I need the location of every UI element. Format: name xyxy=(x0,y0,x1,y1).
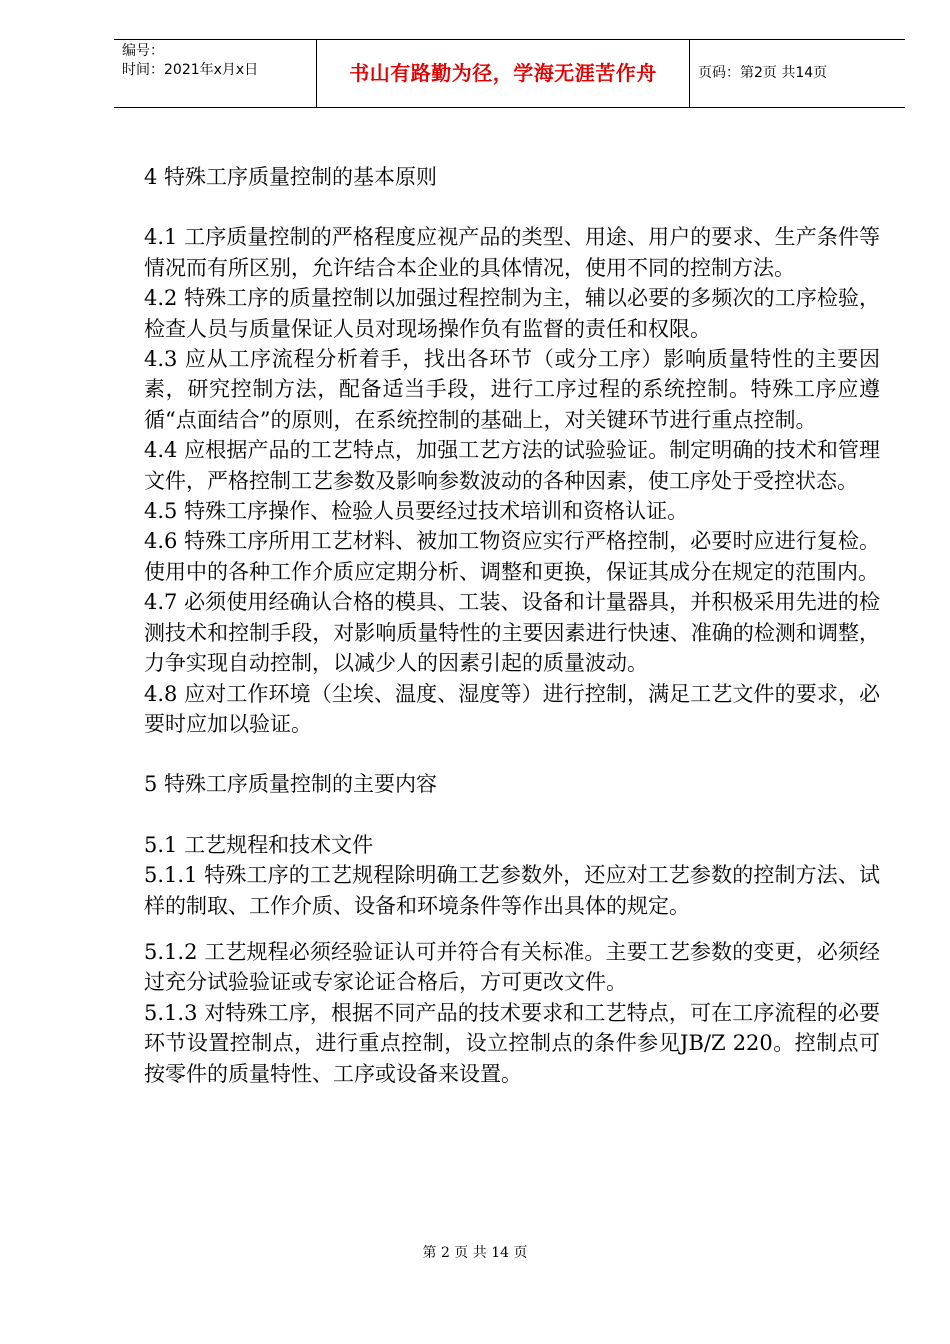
section-4-title: 4 特殊工序质量控制的基本原则 xyxy=(144,165,438,189)
document-time-label: 时间：2021年x月x日 xyxy=(122,62,259,78)
paragraph-4-4: 4.4 应根据产品的工艺特点，加强工艺方法的试验验证。制定明确的技术和管理文件，严格控制工艺参数及影响参数波动的各种因素，使工序处于受控状态。 xyxy=(144,438,880,493)
paragraph-5-1-3: 5.1.3 对特殊工序，根据不同产品的技术要求和工艺特点，可在工序流程的必要环节设置控制点，进行重点控制，设立控制点的条件参见JB/Z 220。控制点可按零件的质量特性、工序或设备来设置。 xyxy=(144,1000,880,1086)
paragraph-4-1: 4.1 工序质量控制的严格程度应视产品的类型、用途、用户的要求、生产条件等情况而有所区别，允许结合本企业的具体情况，使用不同的控制方法。 xyxy=(144,225,880,280)
paragraph-4-8: 4.8 应对工作环境（尘埃、温度、湿度等）进行控制，满足工艺文件的要求，必要时应加以验证。 xyxy=(144,681,880,736)
paragraph-4-5: 4.5 特殊工序操作、检验人员要经过技术培训和资格认证。 xyxy=(144,499,689,524)
section-5-title: 5 特殊工序质量控制的主要内容 xyxy=(144,772,438,797)
header-motto: 书山有路勤为径，学海无涯苦作舟 xyxy=(316,40,690,107)
paragraph-4-7: 4.7 必须使用经确认合格的模具、工装、设备和计量器具，并积极采用先进的检测技术和控制手段，对影响质量特性的主要因素进行快速、准确的检测和调整，力争实现自动控制，以减少人的因素引起的质量波动。 xyxy=(144,590,880,676)
paragraph-5-1-2: 5.1.2 工艺规程必须经验证认可并符合有关标准。主要工艺参数的变更，必须经过充分试验验证或专家论证合格后，方可更改文件。 xyxy=(144,939,880,995)
paragraph-4-2: 4.2 特殊工序的质量控制以加强过程控制为主，辅以必要的多频次的工序检验，检查人员与质量保证人员对现场操作负有监督的责任和权限。 xyxy=(144,286,880,341)
header-page-info: 页码：第2页 共14页 xyxy=(698,65,828,81)
document-body xyxy=(144,162,880,1089)
paragraph-4-6: 4.6 特殊工序所用工艺材料、被加工物资应实行严格控制，必要时应进行复检。使用中的各种工作介质应定期分析、调整和更换，保证其成分在规定的范围内。 xyxy=(144,529,880,584)
paragraph-5-1: 5.1 工艺规程和技术文件 xyxy=(144,832,374,857)
paragraph-4-3: 4.3 应从工序流程分析着手，找出各环节（或分工序）影响质量特性的主要因素，研究控制方法，配备适当手段，进行工序过程的系统控制。特殊工序应遵循“点面结合”的原则，在系统控制的基础上，对关键环节进行重点控制。 xyxy=(144,347,880,432)
page-footer: 第 2 页 共 14 页 xyxy=(422,1245,528,1261)
paragraph-5-1-1: 5.1.1 特殊工序的工艺规程除明确工艺参数外，还应对工艺参数的控制方法、试样的制取、工作介质、设备和环境条件等作出具体的规定。 xyxy=(144,863,880,918)
header-table xyxy=(114,39,905,108)
header-meta-cell xyxy=(114,40,316,107)
document-number-label: 编号： xyxy=(122,43,164,59)
